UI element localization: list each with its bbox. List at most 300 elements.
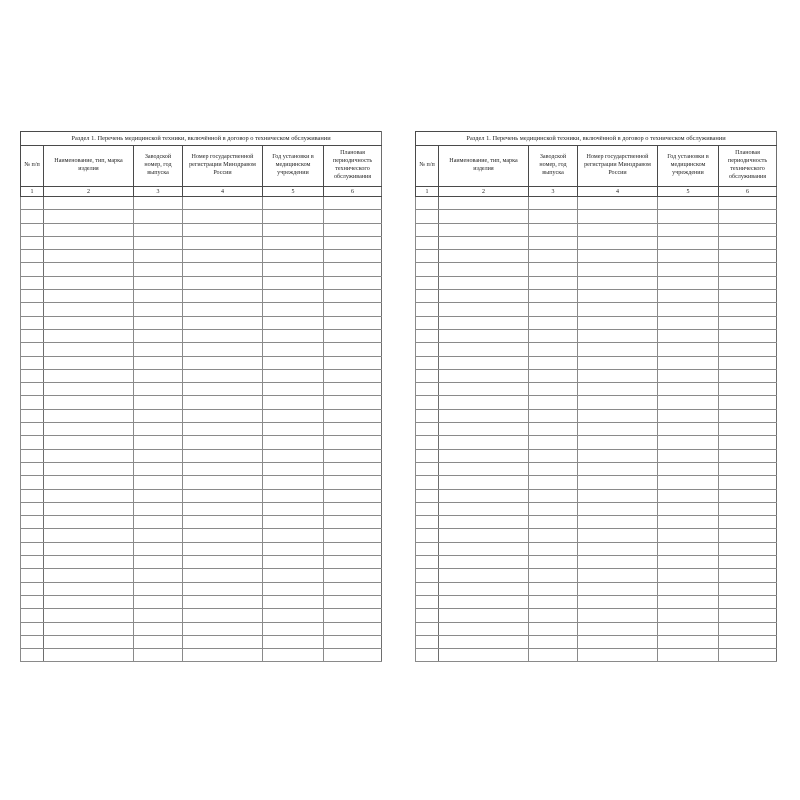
column-index-3: 3 (529, 187, 578, 197)
table-row (416, 542, 777, 555)
empty-cell-maintenance-period (324, 329, 382, 342)
empty-cell-maintenance-period (719, 569, 777, 582)
empty-cell-install-year (263, 569, 324, 582)
empty-cell-row-number (416, 369, 439, 382)
empty-cell-install-year (658, 462, 719, 475)
empty-cell-install-year (658, 609, 719, 622)
empty-cell-serial-number (134, 436, 183, 449)
empty-cell-maintenance-period (324, 396, 382, 409)
empty-cell-item-name (44, 436, 134, 449)
empty-cell-state-registration (183, 250, 263, 263)
empty-cell-install-year (263, 516, 324, 529)
empty-cell-maintenance-period (719, 369, 777, 382)
empty-cell-row-number (416, 622, 439, 635)
empty-cell-row-number (416, 343, 439, 356)
empty-cell-item-name (439, 502, 529, 515)
empty-cell-item-name (439, 489, 529, 502)
empty-cell-maintenance-period (324, 609, 382, 622)
empty-cell-install-year (658, 595, 719, 608)
table-row (416, 582, 777, 595)
table-row (21, 316, 382, 329)
empty-cell-install-year (658, 542, 719, 555)
empty-cell-state-registration (183, 622, 263, 635)
empty-cell-state-registration (578, 516, 658, 529)
empty-cell-state-registration (183, 649, 263, 662)
empty-cell-serial-number (529, 290, 578, 303)
empty-cell-install-year (658, 396, 719, 409)
empty-cell-state-registration (578, 236, 658, 249)
empty-cell-serial-number (529, 516, 578, 529)
empty-cell-state-registration (578, 436, 658, 449)
column-header-item-name: Наименование, тип, марка изделия (44, 146, 134, 187)
empty-cell-install-year (658, 383, 719, 396)
empty-cell-maintenance-period (324, 356, 382, 369)
empty-cell-maintenance-period (324, 476, 382, 489)
empty-cell-state-registration (578, 569, 658, 582)
empty-cell-state-registration (578, 343, 658, 356)
empty-cell-item-name (44, 582, 134, 595)
empty-cell-serial-number (134, 609, 183, 622)
empty-cell-install-year (263, 383, 324, 396)
column-index-6: 6 (324, 187, 382, 197)
table-row (416, 303, 777, 316)
empty-cell-maintenance-period (719, 462, 777, 475)
empty-cell-serial-number (529, 329, 578, 342)
empty-cell-state-registration (183, 263, 263, 276)
empty-cell-serial-number (529, 263, 578, 276)
empty-cell-row-number (21, 276, 44, 289)
empty-cell-item-name (44, 542, 134, 555)
section-title: Раздел 1. Перечень медицинской техники, включённой в договор о техническом обслуживании (416, 132, 777, 146)
empty-cell-state-registration (183, 303, 263, 316)
empty-cell-serial-number (134, 423, 183, 436)
empty-cell-serial-number (529, 409, 578, 422)
empty-cell-serial-number (134, 649, 183, 662)
page-left (20, 131, 382, 662)
empty-cell-serial-number (134, 635, 183, 648)
empty-cell-install-year (658, 223, 719, 236)
empty-cell-serial-number (529, 276, 578, 289)
empty-cell-item-name (44, 316, 134, 329)
table-row (416, 423, 777, 436)
table-row (21, 210, 382, 223)
empty-cell-row-number (416, 356, 439, 369)
empty-cell-serial-number (134, 516, 183, 529)
empty-cell-maintenance-period (719, 197, 777, 210)
empty-cell-item-name (44, 489, 134, 502)
table-row (21, 223, 382, 236)
empty-cell-state-registration (183, 329, 263, 342)
empty-cell-serial-number (529, 369, 578, 382)
empty-cell-state-registration (183, 516, 263, 529)
empty-cell-row-number (416, 236, 439, 249)
empty-cell-state-registration (578, 250, 658, 263)
table-row (21, 529, 382, 542)
empty-cell-serial-number (134, 383, 183, 396)
table-row (416, 250, 777, 263)
empty-cell-row-number (416, 529, 439, 542)
table-row (416, 502, 777, 515)
empty-cell-maintenance-period (719, 250, 777, 263)
empty-cell-item-name (439, 556, 529, 569)
empty-cell-row-number (21, 582, 44, 595)
table-row (21, 423, 382, 436)
empty-cell-item-name (439, 303, 529, 316)
empty-cell-state-registration (578, 476, 658, 489)
empty-cell-item-name (44, 369, 134, 382)
table-row (21, 409, 382, 422)
empty-cell-serial-number (134, 369, 183, 382)
empty-cell-serial-number (529, 223, 578, 236)
empty-cell-maintenance-period (324, 409, 382, 422)
empty-cell-install-year (263, 343, 324, 356)
empty-cell-row-number (416, 462, 439, 475)
empty-cell-serial-number (134, 556, 183, 569)
empty-cell-maintenance-period (719, 635, 777, 648)
empty-cell-serial-number (529, 529, 578, 542)
empty-cell-serial-number (134, 303, 183, 316)
table-row (416, 635, 777, 648)
empty-cell-serial-number (134, 343, 183, 356)
empty-cell-item-name (44, 383, 134, 396)
empty-cell-serial-number (529, 383, 578, 396)
empty-cell-row-number (21, 489, 44, 502)
empty-cell-install-year (263, 303, 324, 316)
empty-cell-item-name (44, 516, 134, 529)
table-row (416, 476, 777, 489)
empty-cell-serial-number (529, 489, 578, 502)
empty-cell-state-registration (183, 290, 263, 303)
table-row (416, 556, 777, 569)
empty-cell-row-number (416, 316, 439, 329)
table-row (21, 449, 382, 462)
empty-cell-state-registration (183, 409, 263, 422)
table-row (21, 489, 382, 502)
empty-cell-item-name (439, 622, 529, 635)
empty-cell-serial-number (529, 197, 578, 210)
table-row (21, 303, 382, 316)
empty-cell-item-name (439, 595, 529, 608)
empty-cell-install-year (658, 556, 719, 569)
empty-cell-row-number (21, 396, 44, 409)
empty-cell-install-year (263, 223, 324, 236)
empty-cell-serial-number (529, 622, 578, 635)
empty-cell-row-number (21, 423, 44, 436)
table-row (416, 329, 777, 342)
empty-cell-maintenance-period (324, 276, 382, 289)
page-right (415, 131, 777, 662)
table-row (21, 383, 382, 396)
empty-cell-item-name (439, 210, 529, 223)
empty-cell-install-year (263, 476, 324, 489)
empty-cell-maintenance-period (719, 263, 777, 276)
empty-cell-maintenance-period (324, 263, 382, 276)
table-row (21, 556, 382, 569)
empty-cell-row-number (21, 236, 44, 249)
empty-cell-row-number (416, 516, 439, 529)
empty-cell-maintenance-period (719, 223, 777, 236)
empty-cell-install-year (658, 582, 719, 595)
empty-cell-install-year (658, 489, 719, 502)
empty-cell-row-number (21, 409, 44, 422)
table-row (21, 276, 382, 289)
table-row (416, 369, 777, 382)
empty-cell-install-year (263, 649, 324, 662)
empty-cell-item-name (439, 609, 529, 622)
empty-cell-maintenance-period (719, 449, 777, 462)
empty-cell-serial-number (529, 423, 578, 436)
empty-cell-maintenance-period (324, 223, 382, 236)
empty-cell-row-number (416, 595, 439, 608)
empty-cell-install-year (263, 582, 324, 595)
table-row (416, 356, 777, 369)
empty-cell-row-number (21, 369, 44, 382)
table-row (416, 276, 777, 289)
empty-cell-install-year (263, 329, 324, 342)
empty-cell-state-registration (578, 276, 658, 289)
empty-cell-state-registration (183, 356, 263, 369)
empty-cell-maintenance-period (324, 462, 382, 475)
empty-cell-row-number (416, 290, 439, 303)
empty-cell-maintenance-period (324, 210, 382, 223)
empty-cell-state-registration (578, 529, 658, 542)
empty-cell-maintenance-period (719, 343, 777, 356)
empty-cell-state-registration (183, 223, 263, 236)
empty-cell-maintenance-period (719, 609, 777, 622)
table-row (21, 516, 382, 529)
empty-cell-serial-number (529, 250, 578, 263)
empty-cell-install-year (263, 250, 324, 263)
table-row (21, 290, 382, 303)
empty-cell-item-name (44, 197, 134, 210)
empty-cell-install-year (263, 449, 324, 462)
empty-cell-maintenance-period (719, 290, 777, 303)
table-row (21, 236, 382, 249)
empty-cell-row-number (21, 462, 44, 475)
empty-cell-maintenance-period (719, 502, 777, 515)
empty-cell-item-name (44, 449, 134, 462)
empty-cell-maintenance-period (324, 542, 382, 555)
empty-cell-state-registration (183, 383, 263, 396)
table-row (416, 223, 777, 236)
empty-cell-serial-number (134, 356, 183, 369)
empty-cell-serial-number (134, 569, 183, 582)
empty-cell-item-name (439, 356, 529, 369)
table-row (416, 516, 777, 529)
empty-cell-row-number (21, 502, 44, 515)
table-row (21, 595, 382, 608)
empty-cell-install-year (658, 569, 719, 582)
empty-cell-state-registration (578, 396, 658, 409)
empty-cell-item-name (439, 197, 529, 210)
empty-cell-maintenance-period (324, 369, 382, 382)
empty-cell-install-year (263, 197, 324, 210)
column-index-4: 4 (578, 187, 658, 197)
empty-cell-row-number (416, 449, 439, 462)
empty-cell-install-year (658, 290, 719, 303)
table-row (416, 436, 777, 449)
empty-cell-install-year (658, 476, 719, 489)
empty-cell-install-year (263, 276, 324, 289)
empty-cell-install-year (263, 622, 324, 635)
empty-cell-install-year (658, 210, 719, 223)
empty-cell-row-number (21, 223, 44, 236)
table-row (21, 396, 382, 409)
empty-cell-row-number (21, 290, 44, 303)
table-row (21, 569, 382, 582)
empty-cell-serial-number (134, 476, 183, 489)
empty-cell-row-number (416, 436, 439, 449)
empty-cell-row-number (21, 210, 44, 223)
empty-cell-install-year (263, 290, 324, 303)
empty-cell-item-name (44, 409, 134, 422)
empty-cell-row-number (416, 197, 439, 210)
empty-cell-serial-number (134, 197, 183, 210)
empty-cell-install-year (658, 356, 719, 369)
empty-cell-item-name (439, 236, 529, 249)
empty-cell-serial-number (134, 449, 183, 462)
empty-cell-item-name (439, 343, 529, 356)
table-row (416, 595, 777, 608)
empty-cell-maintenance-period (324, 556, 382, 569)
empty-cell-row-number (21, 197, 44, 210)
table-row (416, 609, 777, 622)
empty-cell-install-year (263, 462, 324, 475)
empty-cell-maintenance-period (719, 316, 777, 329)
empty-cell-serial-number (529, 436, 578, 449)
empty-cell-state-registration (183, 343, 263, 356)
empty-cell-row-number (416, 210, 439, 223)
empty-cell-state-registration (578, 649, 658, 662)
empty-cell-item-name (439, 329, 529, 342)
empty-cell-item-name (439, 409, 529, 422)
empty-cell-state-registration (183, 502, 263, 515)
empty-cell-state-registration (183, 197, 263, 210)
empty-cell-row-number (416, 383, 439, 396)
empty-cell-item-name (44, 250, 134, 263)
empty-cell-serial-number (134, 502, 183, 515)
empty-cell-item-name (44, 529, 134, 542)
empty-cell-maintenance-period (324, 595, 382, 608)
table-row (416, 396, 777, 409)
empty-cell-serial-number (529, 396, 578, 409)
column-header-maintenance-period: Плановая периодичность технического обслуживания (324, 146, 382, 187)
empty-cell-install-year (658, 436, 719, 449)
empty-cell-row-number (416, 569, 439, 582)
empty-cell-install-year (658, 649, 719, 662)
empty-cell-row-number (21, 329, 44, 342)
empty-cell-maintenance-period (324, 197, 382, 210)
empty-cell-row-number (416, 609, 439, 622)
empty-cell-maintenance-period (324, 343, 382, 356)
empty-cell-serial-number (134, 316, 183, 329)
empty-cell-serial-number (529, 210, 578, 223)
empty-cell-install-year (658, 529, 719, 542)
table-row (21, 542, 382, 555)
empty-cell-state-registration (578, 502, 658, 515)
empty-cell-state-registration (183, 595, 263, 608)
empty-cell-install-year (263, 409, 324, 422)
column-header-serial-number: Заводской номер, год выпуска (134, 146, 183, 187)
empty-cell-serial-number (134, 210, 183, 223)
empty-cell-install-year (263, 635, 324, 648)
empty-cell-install-year (658, 316, 719, 329)
empty-cell-row-number (416, 223, 439, 236)
empty-cell-install-year (263, 263, 324, 276)
empty-cell-maintenance-period (324, 569, 382, 582)
table-row (21, 369, 382, 382)
column-header-serial-number: Заводской номер, год выпуска (529, 146, 578, 187)
empty-cell-state-registration (578, 542, 658, 555)
empty-cell-item-name (439, 263, 529, 276)
table-row (21, 502, 382, 515)
empty-cell-maintenance-period (324, 250, 382, 263)
empty-cell-install-year (263, 529, 324, 542)
table-row (21, 622, 382, 635)
empty-cell-install-year (263, 436, 324, 449)
empty-cell-row-number (21, 635, 44, 648)
empty-cell-install-year (263, 369, 324, 382)
table-row (21, 635, 382, 648)
empty-cell-maintenance-period (719, 556, 777, 569)
table-row (21, 436, 382, 449)
empty-cell-maintenance-period (719, 436, 777, 449)
empty-cell-state-registration (578, 409, 658, 422)
empty-cell-serial-number (134, 529, 183, 542)
empty-cell-install-year (658, 369, 719, 382)
empty-cell-state-registration (578, 197, 658, 210)
empty-cell-state-registration (183, 236, 263, 249)
empty-cell-serial-number (134, 290, 183, 303)
empty-cell-maintenance-period (719, 529, 777, 542)
empty-cell-serial-number (134, 595, 183, 608)
column-index-5: 5 (263, 187, 324, 197)
empty-cell-maintenance-period (324, 383, 382, 396)
empty-cell-item-name (44, 329, 134, 342)
empty-cell-row-number (416, 649, 439, 662)
empty-cell-maintenance-period (324, 236, 382, 249)
empty-cell-row-number (21, 436, 44, 449)
empty-cell-install-year (658, 250, 719, 263)
empty-cell-state-registration (183, 609, 263, 622)
empty-cell-serial-number (529, 569, 578, 582)
empty-cell-row-number (21, 595, 44, 608)
column-header-state-registration: Номер государственной регистрации Минздравом России (578, 146, 658, 187)
empty-cell-maintenance-period (719, 649, 777, 662)
empty-cell-maintenance-period (324, 290, 382, 303)
empty-cell-install-year (263, 236, 324, 249)
table-row (416, 489, 777, 502)
empty-cell-row-number (416, 409, 439, 422)
empty-cell-serial-number (529, 649, 578, 662)
empty-cell-serial-number (134, 236, 183, 249)
empty-cell-serial-number (134, 250, 183, 263)
empty-cell-state-registration (183, 489, 263, 502)
empty-cell-row-number (21, 529, 44, 542)
empty-cell-serial-number (134, 542, 183, 555)
empty-cell-maintenance-period (324, 622, 382, 635)
empty-cell-install-year (658, 635, 719, 648)
empty-cell-row-number (21, 556, 44, 569)
empty-cell-maintenance-period (719, 622, 777, 635)
empty-cell-state-registration (578, 423, 658, 436)
empty-cell-item-name (439, 290, 529, 303)
table-row (416, 569, 777, 582)
empty-cell-item-name (44, 569, 134, 582)
empty-cell-maintenance-period (324, 303, 382, 316)
table-row (416, 343, 777, 356)
empty-cell-install-year (658, 276, 719, 289)
